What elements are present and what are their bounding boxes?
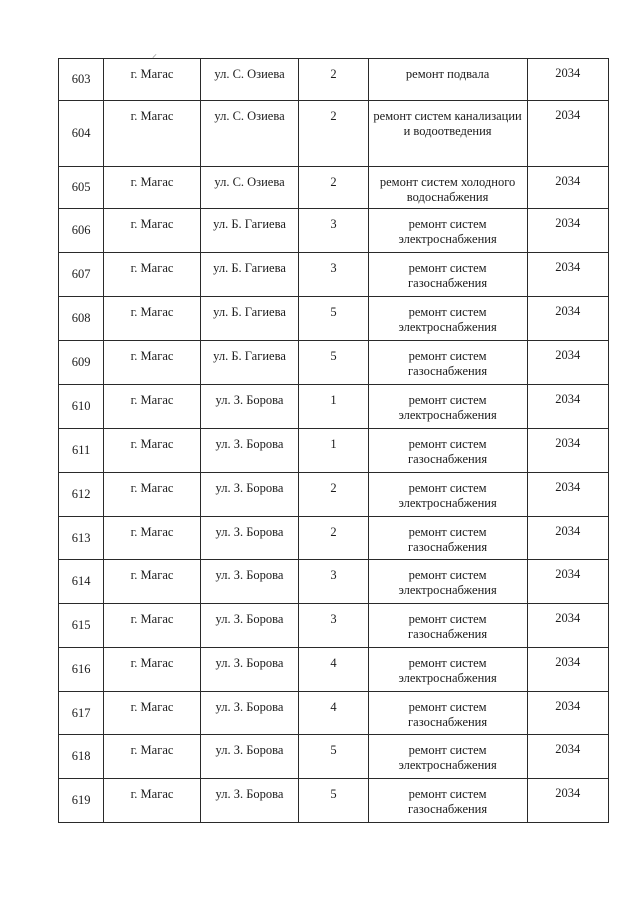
street-cell: ул. З. Борова <box>200 473 299 517</box>
house-number-cell: 2 <box>299 167 368 209</box>
row-number: 607 <box>59 253 104 297</box>
table-body <box>59 59 609 823</box>
year-cell: 2034 <box>527 779 608 823</box>
year-cell: 2034 <box>527 341 608 385</box>
work-type-cell: ремонт систем электроснабжения <box>368 209 527 253</box>
year-cell: 2034 <box>527 517 608 560</box>
house-number-cell: 5 <box>299 341 368 385</box>
year-cell: 2034 <box>527 429 608 473</box>
city-cell: г. Магас <box>104 429 201 473</box>
row-number: 604 <box>59 101 104 167</box>
city-cell: г. Магас <box>104 385 201 429</box>
table-row <box>59 429 609 473</box>
house-number-cell: 3 <box>299 253 368 297</box>
city-cell: г. Магас <box>104 297 201 341</box>
row-number: 606 <box>59 209 104 253</box>
table-row <box>59 473 609 517</box>
house-number-cell: 3 <box>299 209 368 253</box>
row-number: 613 <box>59 517 104 560</box>
row-number: 614 <box>59 560 104 604</box>
house-number-cell: 4 <box>299 648 368 692</box>
table-row <box>59 59 609 101</box>
street-cell: ул. З. Борова <box>200 604 299 648</box>
year-cell: 2034 <box>527 473 608 517</box>
street-cell: ул. Б. Гагиева <box>200 253 299 297</box>
table-row <box>59 735 609 779</box>
row-number: 612 <box>59 473 104 517</box>
table-row <box>59 101 609 167</box>
city-cell: г. Магас <box>104 209 201 253</box>
street-cell: ул. З. Борова <box>200 779 299 823</box>
house-number-cell: 3 <box>299 560 368 604</box>
table-row <box>59 341 609 385</box>
year-cell: 2034 <box>527 253 608 297</box>
street-cell: ул. З. Борова <box>200 560 299 604</box>
work-type-cell: ремонт систем электроснабжения <box>368 648 527 692</box>
street-cell: ул. Б. Гагиева <box>200 341 299 385</box>
street-cell: ул. С. Озиева <box>200 101 299 167</box>
city-cell: г. Магас <box>104 59 201 101</box>
house-number-cell: 1 <box>299 385 368 429</box>
year-cell: 2034 <box>527 648 608 692</box>
work-type-cell: ремонт систем газоснабжения <box>368 692 527 735</box>
house-number-cell: 2 <box>299 59 368 101</box>
street-cell: ул. З. Борова <box>200 429 299 473</box>
city-cell: г. Магас <box>104 253 201 297</box>
city-cell: г. Магас <box>104 779 201 823</box>
work-type-cell: ремонт систем электроснабжения <box>368 385 527 429</box>
street-cell: ул. З. Борова <box>200 692 299 735</box>
work-type-cell: ремонт систем газоснабжения <box>368 341 527 385</box>
year-cell: 2034 <box>527 167 608 209</box>
year-cell: 2034 <box>527 101 608 167</box>
row-number: 618 <box>59 735 104 779</box>
house-number-cell: 5 <box>299 297 368 341</box>
street-cell: ул. С. Озиева <box>200 59 299 101</box>
city-cell: г. Магас <box>104 167 201 209</box>
house-number-cell: 2 <box>299 101 368 167</box>
table-row <box>59 517 609 560</box>
house-number-cell: 1 <box>299 429 368 473</box>
row-number: 619 <box>59 779 104 823</box>
row-number: 611 <box>59 429 104 473</box>
work-type-cell: ремонт подвала <box>368 59 527 101</box>
table-row <box>59 209 609 253</box>
work-type-cell: ремонт систем холодного водоснабжения <box>368 167 527 209</box>
table-row <box>59 297 609 341</box>
row-number: 617 <box>59 692 104 735</box>
work-type-cell: ремонт систем электроснабжения <box>368 560 527 604</box>
house-number-cell: 2 <box>299 517 368 560</box>
table-row <box>59 167 609 209</box>
row-number: 616 <box>59 648 104 692</box>
city-cell: г. Магас <box>104 517 201 560</box>
row-number: 608 <box>59 297 104 341</box>
table-row <box>59 560 609 604</box>
work-type-cell: ремонт систем газоснабжения <box>368 253 527 297</box>
year-cell: 2034 <box>527 59 608 101</box>
work-type-cell: ремонт систем электроснабжения <box>368 297 527 341</box>
house-number-cell: 5 <box>299 735 368 779</box>
street-cell: ул. З. Борова <box>200 517 299 560</box>
street-cell: ул. Б. Гагиева <box>200 209 299 253</box>
city-cell: г. Магас <box>104 473 201 517</box>
city-cell: г. Магас <box>104 101 201 167</box>
work-type-cell: ремонт систем канализации и водоотведения <box>368 101 527 167</box>
city-cell: г. Магас <box>104 604 201 648</box>
street-cell: ул. Б. Гагиева <box>200 297 299 341</box>
row-number: 603 <box>59 59 104 101</box>
table-row <box>59 779 609 823</box>
street-cell: ул. С. Озиева <box>200 167 299 209</box>
table-row <box>59 692 609 735</box>
table-row <box>59 385 609 429</box>
city-cell: г. Магас <box>104 560 201 604</box>
table-row <box>59 604 609 648</box>
house-number-cell: 3 <box>299 604 368 648</box>
house-number-cell: 5 <box>299 779 368 823</box>
table-row <box>59 253 609 297</box>
year-cell: 2034 <box>527 735 608 779</box>
year-cell: 2034 <box>527 209 608 253</box>
year-cell: 2034 <box>527 560 608 604</box>
repair-schedule-table <box>58 58 609 823</box>
work-type-cell: ремонт систем электроснабжения <box>368 735 527 779</box>
work-type-cell: ремонт систем газоснабжения <box>368 517 527 560</box>
year-cell: 2034 <box>527 692 608 735</box>
work-type-cell: ремонт систем газоснабжения <box>368 604 527 648</box>
street-cell: ул. З. Борова <box>200 385 299 429</box>
row-number: 615 <box>59 604 104 648</box>
city-cell: г. Магас <box>104 648 201 692</box>
city-cell: г. Магас <box>104 735 201 779</box>
row-number: 610 <box>59 385 104 429</box>
table-row <box>59 648 609 692</box>
work-type-cell: ремонт систем газоснабжения <box>368 429 527 473</box>
city-cell: г. Магас <box>104 341 201 385</box>
house-number-cell: 2 <box>299 473 368 517</box>
work-type-cell: ремонт систем электроснабжения <box>368 473 527 517</box>
row-number: 605 <box>59 167 104 209</box>
year-cell: 2034 <box>527 604 608 648</box>
row-number: 609 <box>59 341 104 385</box>
work-type-cell: ремонт систем газоснабжения <box>368 779 527 823</box>
street-cell: ул. З. Борова <box>200 648 299 692</box>
street-cell: ул. З. Борова <box>200 735 299 779</box>
city-cell: г. Магас <box>104 692 201 735</box>
year-cell: 2034 <box>527 385 608 429</box>
scan-speck: ⸝ <box>152 49 157 60</box>
year-cell: 2034 <box>527 297 608 341</box>
house-number-cell: 4 <box>299 692 368 735</box>
